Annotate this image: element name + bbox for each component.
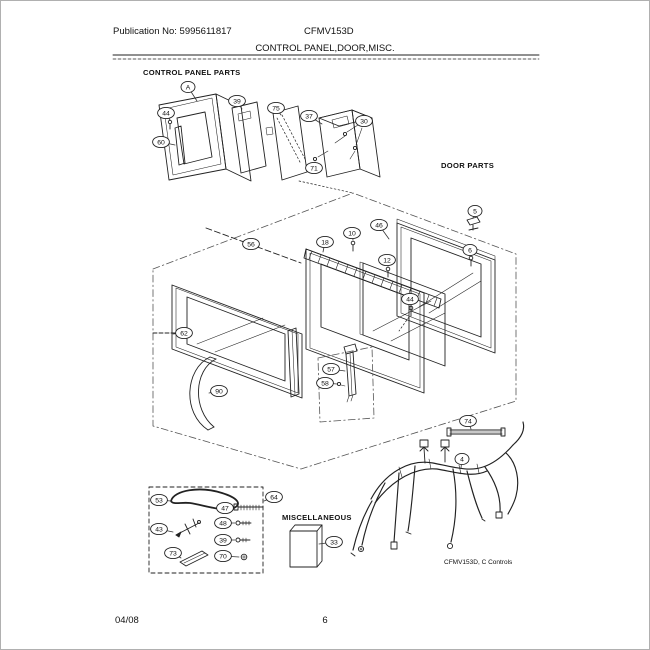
- callout-door-6[interactable]: [463, 244, 477, 255]
- callout-kit-39[interactable]: [215, 534, 235, 545]
- callout-door-5[interactable]: [468, 205, 482, 218]
- harness-tip-3: [482, 519, 485, 521]
- bolt-47: [234, 504, 263, 510]
- callout-control-panel-44[interactable]: [158, 107, 175, 120]
- callout-kit-53[interactable]: [151, 494, 171, 505]
- sealed-door-inner: [401, 227, 491, 348]
- callout-number: 73: [169, 550, 177, 558]
- control-panel-frame: [159, 94, 226, 180]
- bracket-dashed-line-2: [282, 115, 305, 159]
- callout-control-panel-60[interactable]: [153, 136, 175, 147]
- door-assembly: [153, 193, 516, 469]
- manual-top: [290, 525, 322, 531]
- callout-number: 6: [468, 247, 472, 255]
- model-number: CFMV153D: [304, 26, 354, 37]
- callout-kit-48[interactable]: [215, 517, 235, 528]
- callout-kit-70[interactable]: [215, 550, 239, 561]
- callout-number: 18: [321, 239, 329, 247]
- screw-71-head: [313, 157, 316, 160]
- miscellaneous-label: MISCELLANEOUS: [282, 513, 352, 522]
- callout-number: 5: [473, 208, 477, 216]
- publication-number: Publication No: 5995611817: [113, 26, 232, 37]
- sealed-reflection-1: [419, 273, 473, 307]
- exploded-view-drawing: [1, 1, 650, 650]
- callout-number: 4: [460, 456, 464, 464]
- screw-44-head: [168, 120, 171, 123]
- harness-connector-1: [391, 542, 397, 549]
- callout-harness-74[interactable]: [460, 415, 477, 429]
- manual-front: [290, 531, 317, 567]
- harness-ring-terminal-2: [447, 543, 452, 548]
- callout-number: 70: [219, 553, 227, 561]
- callout-door-57[interactable]: [323, 363, 345, 374]
- outer-door-frame-inner: [176, 288, 298, 396]
- callout-door-12[interactable]: [379, 254, 396, 266]
- callout-number: 43: [155, 526, 163, 534]
- callout-number: 58: [321, 380, 329, 388]
- harness-post-connector-1: [420, 440, 428, 463]
- door-parts-label: DOOR PARTS: [441, 161, 495, 170]
- control-panel-side: [216, 94, 251, 181]
- callout-number: 64: [270, 494, 278, 502]
- sealed-door-top-edge: [397, 219, 495, 260]
- callout-harness-4[interactable]: [455, 453, 469, 468]
- door-glass: [363, 263, 445, 366]
- harness-branch-2: [408, 466, 415, 531]
- callout-number: 44: [406, 296, 414, 304]
- callout-number: 75: [272, 105, 280, 113]
- grommet-70: [241, 554, 247, 560]
- harness-post-connector-2: [441, 440, 449, 462]
- callout-number: A: [185, 84, 191, 92]
- callout-number: 39: [219, 537, 227, 545]
- footer-date: 04/08: [115, 615, 139, 626]
- callout-kit-73[interactable]: [165, 547, 182, 558]
- callout-kit-64[interactable]: [264, 491, 282, 502]
- screw-48-head: [236, 521, 240, 525]
- callout-number: 90: [215, 388, 223, 396]
- latch-spring-part-5: [467, 217, 480, 230]
- callout-number: 39: [233, 98, 241, 106]
- callout-misc-33[interactable]: [319, 536, 342, 547]
- latch-bracket-line: [350, 353, 352, 395]
- callout-control-panel-37[interactable]: [301, 110, 322, 124]
- harness-trunk-1: [371, 445, 513, 499]
- callout-number: 30: [360, 118, 368, 126]
- harness-ring-terminal-1: [358, 546, 363, 551]
- callout-kit-47[interactable]: [217, 502, 234, 513]
- callout-number: 33: [330, 539, 338, 547]
- harness-branch-4: [467, 471, 482, 518]
- screw-10-head: [351, 241, 355, 245]
- callout-number: 47: [221, 505, 229, 513]
- bracket-43-arrow: [176, 532, 181, 537]
- leader-30b2: [350, 151, 355, 159]
- control-board-slot: [332, 116, 349, 128]
- harness-branch-right-2: [513, 422, 524, 445]
- callout-control-panel-39[interactable]: [229, 95, 246, 109]
- wiring-harness: [351, 422, 524, 556]
- harness-branch-3: [451, 469, 456, 542]
- controls-caption: CFMV153D, C Controls: [444, 559, 513, 566]
- callout-door-90[interactable]: [209, 385, 227, 396]
- harness-tip-2: [406, 532, 411, 534]
- leader-30b: [356, 128, 362, 145]
- callout-door-58[interactable]: [317, 377, 337, 388]
- screw-30b: [353, 146, 356, 149]
- screw-30a: [343, 132, 346, 135]
- harness-branch-right-1: [506, 453, 518, 514]
- latch-rail-strip-line: [292, 330, 295, 395]
- callout-door-46[interactable]: [371, 219, 389, 239]
- callout-number: 53: [155, 497, 163, 505]
- callout-number: 74: [464, 418, 472, 426]
- screw-6-head: [469, 256, 473, 260]
- callout-number: 46: [375, 222, 383, 230]
- callout-number: 44: [162, 110, 170, 118]
- screw-39-head: [236, 538, 240, 542]
- harness-connector-2: [496, 512, 502, 518]
- callout-kit-43[interactable]: [151, 523, 173, 534]
- callout-number: 60: [157, 139, 165, 147]
- callout-number: 71: [310, 165, 318, 173]
- harness-ring-terminal-1-hole: [360, 548, 362, 550]
- choke-opening: [321, 264, 409, 360]
- connector-dotted-line: [299, 181, 353, 193]
- footer-page-number: 6: [322, 615, 328, 626]
- callout-control-panel-30[interactable]: [356, 115, 373, 126]
- callout-number: 57: [327, 366, 335, 374]
- callout-number: 48: [219, 520, 227, 528]
- door-bounding-box: [153, 193, 516, 469]
- bracket-dashed-line-1: [277, 118, 301, 164]
- callout-control-panel-71[interactable]: [306, 162, 323, 174]
- screw-58-shaft: [341, 385, 345, 386]
- bolt-47-threads: [241, 505, 259, 510]
- control-panel-parts-label: CONTROL PANEL PARTS: [143, 68, 241, 77]
- harness-tip-1: [351, 553, 355, 556]
- window-reflection-1: [197, 318, 263, 344]
- callout-door-56[interactable]: [243, 238, 260, 249]
- manual-spine: [317, 525, 322, 567]
- grommet-70-hole: [243, 556, 245, 558]
- callout-door-10[interactable]: [344, 227, 361, 240]
- callout-number: 10: [348, 230, 356, 238]
- owners-manual: [290, 525, 322, 567]
- leader-30a2: [335, 136, 345, 143]
- callout-door-18[interactable]: [317, 236, 334, 252]
- screw-58-head: [337, 382, 340, 385]
- membrane-slot: [238, 111, 251, 121]
- screw-12-head: [386, 267, 390, 271]
- callout-control-panel-75[interactable]: [268, 102, 285, 115]
- callout-number: 37: [305, 113, 313, 121]
- window-reflection-2: [215, 325, 285, 352]
- handle-cap-bottom: [208, 427, 214, 430]
- harness-branch-5: [485, 467, 500, 512]
- callout-number: 56: [247, 241, 255, 249]
- screw-71-leader: [318, 151, 328, 157]
- membrane-tab: [266, 127, 273, 135]
- callout-number: 62: [180, 330, 188, 338]
- choke-top-rail: [304, 249, 441, 308]
- page-title: CONTROL PANEL,DOOR,MISC.: [255, 43, 395, 54]
- leader-30a: [347, 125, 358, 132]
- callout-number: 12: [383, 257, 391, 265]
- handle-cap-top: [210, 357, 216, 359]
- callout-door-44[interactable]: [402, 293, 419, 305]
- membrane-panel: [232, 102, 266, 173]
